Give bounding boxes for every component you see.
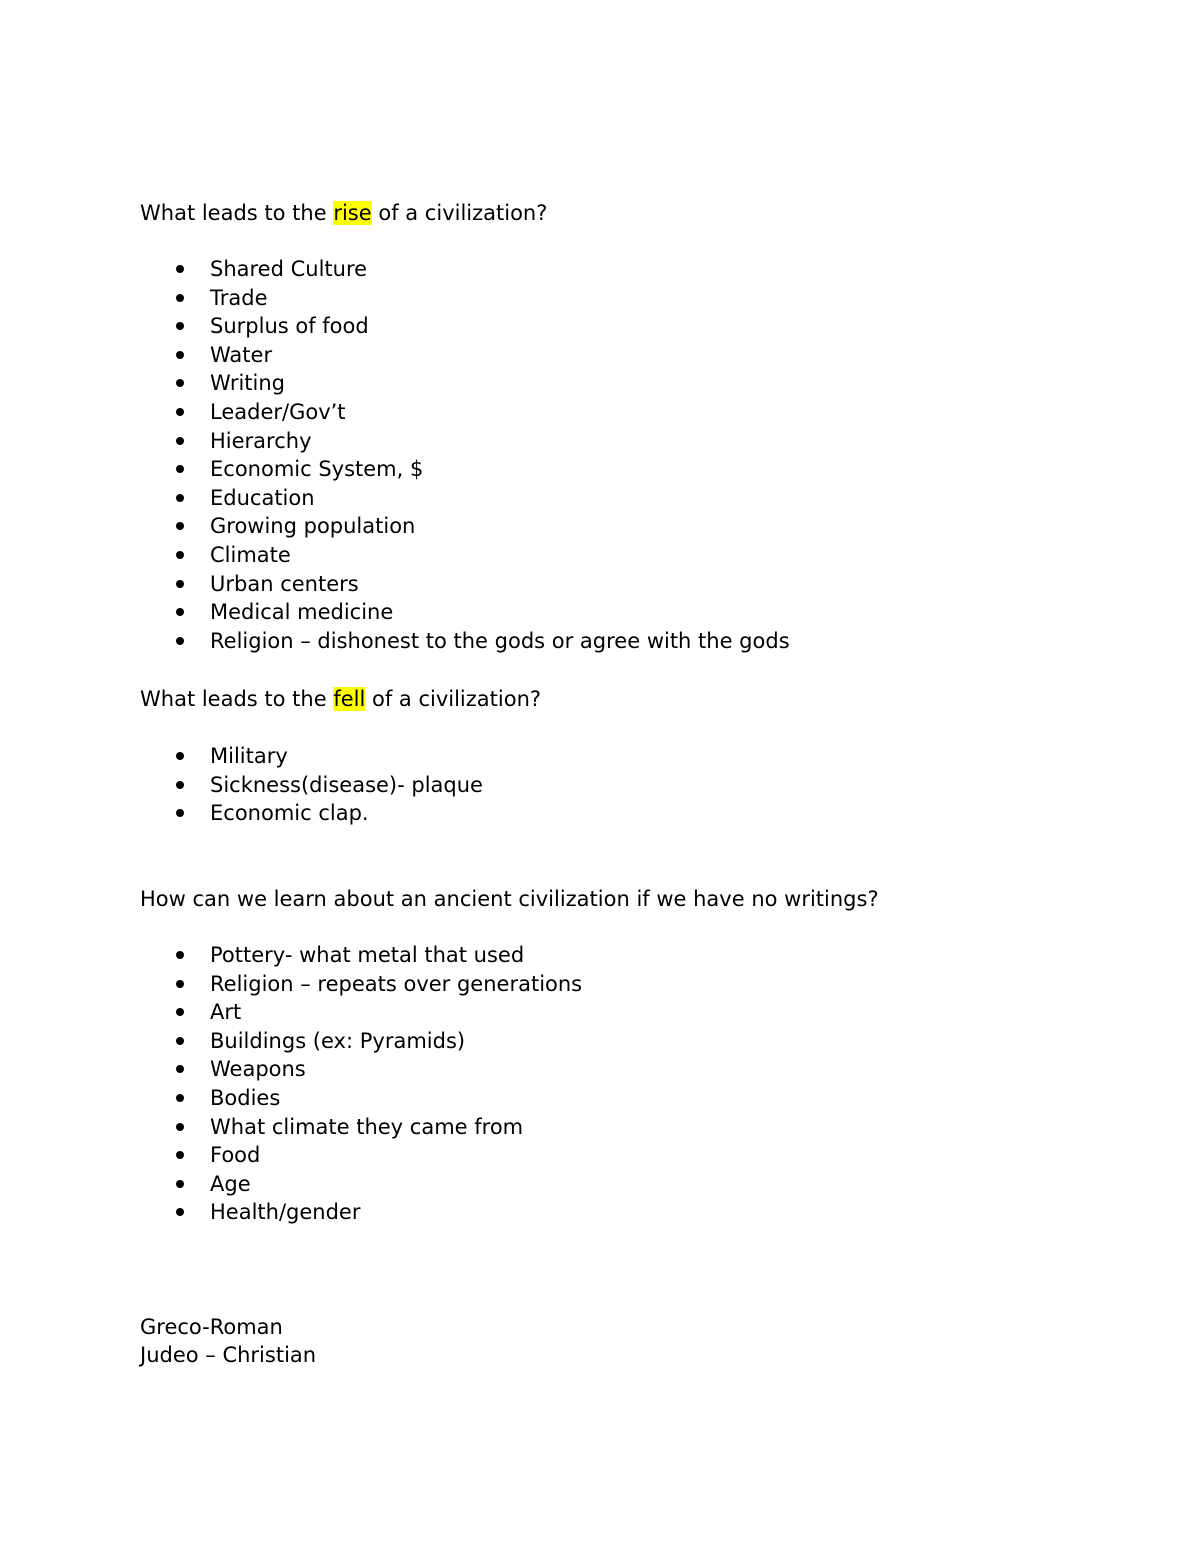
bullet-icon (176, 437, 184, 445)
list-item (0, 541, 790, 570)
bullet-icon (176, 551, 184, 559)
rise-list (0, 255, 790, 655)
list-item (0, 255, 790, 284)
list-item-text: Age (210, 1171, 251, 1196)
list-item (0, 742, 483, 771)
list-item (0, 998, 582, 1027)
list-item (0, 799, 483, 828)
list-item (0, 484, 790, 513)
list-item (0, 1170, 582, 1199)
question-rise (140, 199, 547, 227)
list-item-text: Pottery- what metal that used (210, 943, 525, 967)
list-item-text: Economic System, $ (210, 457, 424, 482)
fall-list (0, 742, 483, 828)
highlight-fell: fell (333, 687, 366, 711)
bullet-icon (176, 522, 184, 530)
bullet-icon (176, 752, 184, 760)
list-item (0, 369, 790, 398)
list-item (0, 1055, 582, 1084)
bullet-icon (176, 494, 184, 502)
bullet-icon (176, 580, 184, 588)
list-item (0, 1113, 582, 1142)
list-item (0, 1084, 582, 1113)
list-item-text: Economic clap. (210, 801, 369, 826)
list-item-text: Medical medicine (210, 600, 394, 625)
closing-line-judeo-christian: Judeo – Christian (140, 1343, 317, 1367)
list-item-text: Leader/Gov’t (210, 399, 346, 424)
question-fall-after: of a civilization? (365, 687, 542, 711)
bullet-icon (176, 379, 184, 387)
question-fall-before: What leads to the (140, 687, 334, 711)
bullet-icon (176, 1037, 184, 1045)
list-item-text: Surplus of food (210, 314, 369, 339)
bullet-icon (176, 1094, 184, 1102)
list-item (0, 970, 582, 999)
list-item-text: Military (210, 744, 288, 768)
bullet-icon (176, 1180, 184, 1188)
list-item (0, 455, 790, 484)
question-rise-after: of a civilization? (371, 201, 548, 225)
list-item-text: Religion – repeats over generations (210, 971, 583, 996)
bullet-icon (176, 265, 184, 273)
list-item-text: What climate they came from (210, 1114, 524, 1139)
bullet-icon (176, 1008, 184, 1016)
list-item-text: Hierarchy (210, 428, 312, 453)
list-item (0, 941, 582, 970)
list-item-text: Climate (210, 542, 291, 567)
list-item (0, 598, 790, 627)
bullet-icon (176, 1065, 184, 1073)
highlight-rise: rise (333, 201, 372, 225)
list-item (0, 512, 790, 541)
bullet-icon (176, 465, 184, 473)
list-item-text: Weapons (210, 1057, 306, 1082)
list-item (0, 1027, 582, 1056)
closing-line-greco-roman: Greco-Roman (140, 1315, 283, 1339)
list-item (0, 771, 483, 800)
list-item (0, 341, 790, 370)
bullet-icon (176, 351, 184, 359)
list-item-text: Shared Culture (210, 257, 368, 281)
question-fall (140, 685, 541, 713)
list-item (0, 284, 790, 313)
bullet-icon (176, 294, 184, 302)
list-item (0, 398, 790, 427)
list-item-text: Water (210, 342, 273, 367)
bullet-icon (176, 951, 184, 959)
bullet-icon (176, 1208, 184, 1216)
learn-list (0, 941, 582, 1227)
question-learn: How can we learn about an ancient civilization if we have no writings? (140, 887, 879, 911)
list-item (0, 627, 790, 656)
bullet-icon (176, 809, 184, 817)
question-rise-before: What leads to the (140, 201, 334, 225)
list-item-text: Bodies (210, 1085, 281, 1110)
bullet-icon (176, 1123, 184, 1131)
list-item-text: Education (210, 485, 315, 510)
bullet-icon (176, 1151, 184, 1159)
list-item-text: Religion – dishonest to the gods or agree with the gods (210, 628, 790, 653)
bullet-icon (176, 322, 184, 330)
list-item-text: Growing population (210, 514, 416, 539)
bullet-icon (176, 408, 184, 416)
list-item (0, 570, 790, 599)
list-item-text: Writing (210, 371, 285, 396)
list-item-text: Urban centers (210, 571, 359, 596)
bullet-icon (176, 608, 184, 616)
list-item-text: Sickness(disease)- plaque (210, 772, 483, 797)
bullet-icon (176, 980, 184, 988)
list-item (0, 1141, 582, 1170)
list-item (0, 1198, 582, 1227)
bullet-icon (176, 637, 184, 645)
list-item-text: Buildings (ex: Pyramids) (210, 1028, 466, 1053)
list-item-text: Art (210, 1000, 242, 1025)
list-item-text: Food (210, 1143, 261, 1168)
bullet-icon (176, 781, 184, 789)
list-item (0, 312, 790, 341)
list-item-text: Trade (210, 285, 268, 310)
list-item (0, 427, 790, 456)
list-item-text: Health/gender (210, 1200, 361, 1225)
